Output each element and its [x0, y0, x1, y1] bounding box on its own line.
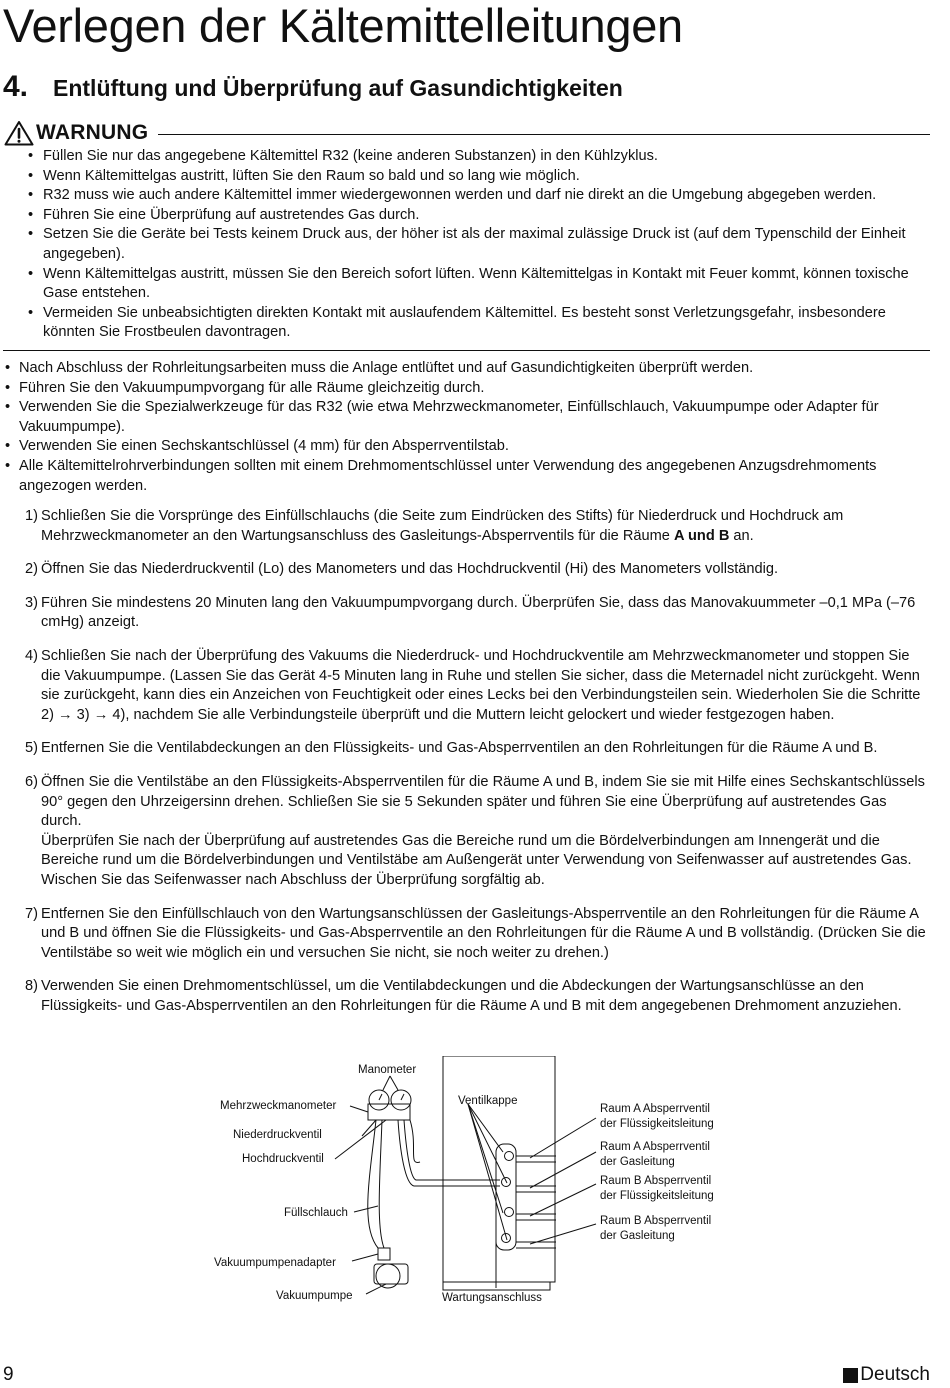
label-low-valve: Niederdruckventil: [233, 1129, 322, 1141]
page-title: Verlegen der Kältemittelleitungen: [3, 0, 683, 52]
vacuum-setup-diagram: [200, 1056, 760, 1310]
general-notes-list: [3, 359, 930, 496]
label-roomA-gas-1: Raum A Absperrventil: [600, 1141, 710, 1153]
step-paragraph: Überprüfen Sie nach der Überprüfung auf austretendes Gas die Bereiche rund um die Bördelverbindungen am Innengerät und die Bereiche rund um die Bördelverbindungen und Ventilstäbe am Außengerät unter Verwendung von Seifenwasser auf austretendes Gas.: [41, 832, 912, 869]
warning-item: • Füllen Sie nur das angegebene Kältemittel R32 (keine anderen Substanzen) in den Kühlzyklus.: [26, 147, 930, 167]
page-number: 9: [3, 1364, 14, 1385]
step-number: 8): [25, 978, 38, 995]
step-number: 2): [25, 561, 38, 578]
step-text: [41, 507, 930, 546]
note-item: • Führen Sie den Vakuumpumpvorgang für alle Räume gleichzeitig durch.: [3, 379, 930, 399]
section-number: 4.: [3, 70, 29, 103]
diagram-drawing: [200, 1056, 760, 1310]
step-text: Entfernen Sie die Ventilabdeckungen an den Flüssigkeits- und Gas-Absperrventilen an den Rohrleitungen für die Räume A und B.: [41, 740, 878, 757]
language-label: Deutsch: [860, 1364, 930, 1385]
note-item: • Verwenden Sie die Spezialwerkzeuge für das R32 (wie etwa Mehrzweckmanometer, Einfüllschlauch, Vakuumpumpe oder Adapter für Vakuumpumpe).: [3, 398, 930, 437]
label-roomB-gas-2: der Gasleitung: [600, 1230, 675, 1242]
label-roomA-liquid-2: der Flüssigkeitsleitung: [600, 1118, 714, 1130]
warning-list: [26, 147, 930, 343]
step-text: Öffnen Sie das Niederdruckventil (Lo) des Manometers und das Hochdruckventil (Hi) des Manometers vollständig.: [41, 561, 779, 578]
warning-item: • R32 muss wie auch andere Kältemittel immer wiedergewonnen werden und darf nie direkt an die Umgebung abgegeben werden.: [26, 186, 930, 206]
label-roomB-gas-1: Raum B Absperrventil: [600, 1215, 712, 1227]
warning-icon: [4, 120, 34, 146]
step-3: [3, 594, 930, 633]
warning-heading: [4, 120, 930, 146]
section-title: Entlüftung und Überprüfung auf Gasundichtigkeiten: [53, 75, 623, 101]
step-1: [3, 507, 930, 546]
step-5: [3, 739, 930, 759]
label-valve-cap: Ventilkappe: [458, 1095, 518, 1107]
warning-item: • Führen Sie eine Überprüfung auf austretendes Gas durch.: [26, 206, 930, 226]
note-item: • Nach Abschluss der Rohrleitungsarbeiten muss die Anlage entlüftet und auf Gasundichtigkeiten überprüft werden.: [3, 359, 930, 379]
language-marker: [843, 1364, 930, 1386]
warning-rule: [158, 134, 930, 135]
label-roomB-liquid-1: Raum B Absperrventil: [600, 1175, 712, 1187]
step-4: [3, 647, 930, 725]
step-number: 1): [25, 508, 38, 524]
step-paragraph: Wischen Sie das Seifenwasser nach Abschluss der Überprüfung sorgfältig ab.: [41, 871, 545, 888]
label-manometer: Manometer: [358, 1064, 417, 1076]
label-high-valve: Hochdruckventil: [242, 1153, 324, 1165]
note-item: • Verwenden Sie einen Sechskantschlüssel (4 mm) für den Absperrventilstab.: [3, 437, 930, 457]
warning-item: • Vermeiden Sie unbeabsichtigten direkten Kontakt mit auslaufendem Kältemittel. Es besteht sonst Verletzungsgefahr, insbesondere könnten Sie Frostbeulen davontragen.: [26, 304, 930, 343]
step-number: 5): [25, 740, 38, 757]
step-number: 7): [25, 905, 38, 922]
step-text-bold: A und B: [673, 527, 730, 544]
warning-item: • Setzen Sie die Geräte bei Tests keinem Druck aus, der höher ist als der maximal zulässige Druck ist (auf dem Typenschild der Einheit angegeben).: [26, 225, 930, 264]
step-text: Schließen Sie nach der Überprüfung des Vakuums die Niederdruck- und Hochdruckventile am Mehrzweckmanometer und stoppen Sie die Vakuumpumpe. (Lassen Sie das Gerät 4-5 Minuten lang in Ruhe und stellen Sie sicher, dass die Meternadel nicht zurückgeht. Wenn sie zurückgeht, kann dies ein Anzeichen von Feuchtigkeit oder eines Lecks bei den Verbindungsteilen sein. Wiederholen Sie die Schritte 2) → 3) → 4), nachdem Sie alle Verbindungsteile überprüft und die Muttern leicht gelockert und wieder festgezogen haben.: [41, 647, 921, 723]
label-roomB-liquid-2: der Flüssigkeitsleitung: [600, 1190, 714, 1202]
label-service-port: Wartungsanschluss: [442, 1292, 542, 1304]
step-7: [3, 905, 930, 964]
step-text: Führen Sie mindestens 20 Minuten lang den Vakuumpumpvorgang durch. Überprüfen Sie, dass das Manovakuummeter –0,1 MPa (–76 cmHg) anzeigt.: [41, 594, 916, 631]
step-number: 4): [25, 647, 38, 664]
step-paragraph: Öffnen Sie die Ventilstäbe an den Flüssigkeits-Absperrventilen für die Räume A und B, indem Sie sie mit Hilfe eines Sechskantschlüssels 90° gegen den Uhrzeigersinn drehen. Schließen Sie sie 5 Sekunden später und führen Sie eine Überprüfung auf austretendes Gas durch.: [41, 773, 925, 830]
warning-item: • Wenn Kältemittelgas austritt, lüften Sie den Raum so bald und so lang wie möglich.: [26, 167, 930, 187]
section-heading: [3, 70, 623, 104]
step-number: 3): [25, 594, 38, 611]
label-multi-gauge: Mehrzweckmanometer: [220, 1100, 337, 1112]
step-text: [41, 773, 930, 891]
step-text-part: Schließen Sie die Vorsprünge des Einfüllschlauchs (die Seite zum Eindrücken des Stifts) für Niederdruck und Hochdruck am Mehrzweckmanometer an den Wartungsanschluss des Gasleitungs-Absperrventils für die Räume: [41, 508, 844, 544]
procedure-steps: [3, 507, 930, 1030]
warning-end-rule: [3, 350, 930, 351]
step-2: [3, 560, 930, 580]
warning-item: • Wenn Kältemittelgas austritt, müssen Sie den Bereich sofort lüften. Wenn Kältemittelgas in Kontakt mit Feuer kommt, können toxische Gase entstehen.: [26, 265, 930, 304]
step-text: Entfernen Sie den Einfüllschlauch von den Wartungsanschlüssen der Gasleitungs-Absperrventile an den Rohrleitungen für die Räume A und B und öffnen Sie die Flüssigkeits- und Gas-Absperrventile an den Rohrleitungen für die Räume A und B vollständig. (Drücken Sie die Ventilstäbe so weit wie möglich ein und versuchen Sie nicht, sie noch weiter zu drehen.): [41, 905, 926, 961]
step-6: [3, 773, 930, 891]
label-pump: Vakuumpumpe: [276, 1290, 353, 1302]
step-8: [3, 977, 930, 1016]
step-text-part: an.: [729, 527, 754, 544]
label-roomA-gas-2: der Gasleitung: [600, 1156, 675, 1168]
square-marker-icon: [843, 1368, 858, 1383]
step-text: Verwenden Sie einen Drehmomentschlüssel, um die Ventilabdeckungen und die Abdeckungen der Wartungsanschlüsse an den Flüssigkeits- und Gas-Absperrventilen an den Rohrleitungen für die Räume A und B mit dem angegebenen Drehmoment anzuziehen.: [41, 978, 902, 1014]
warning-label: WARNUNG: [36, 121, 149, 144]
note-item: • Alle Kältemittelrohrverbindungen sollten mit einem Drehmomentschlüssel unter Verwendung des angegebenen Anzugsdrehmoments angezogen werden.: [3, 457, 930, 496]
label-pump-adapter: Vakuumpumpenadapter: [214, 1257, 336, 1269]
label-roomA-liquid-1: Raum A Absperrventil: [600, 1103, 710, 1115]
step-number: 6): [25, 773, 38, 790]
label-hose: Füllschlauch: [284, 1207, 348, 1219]
